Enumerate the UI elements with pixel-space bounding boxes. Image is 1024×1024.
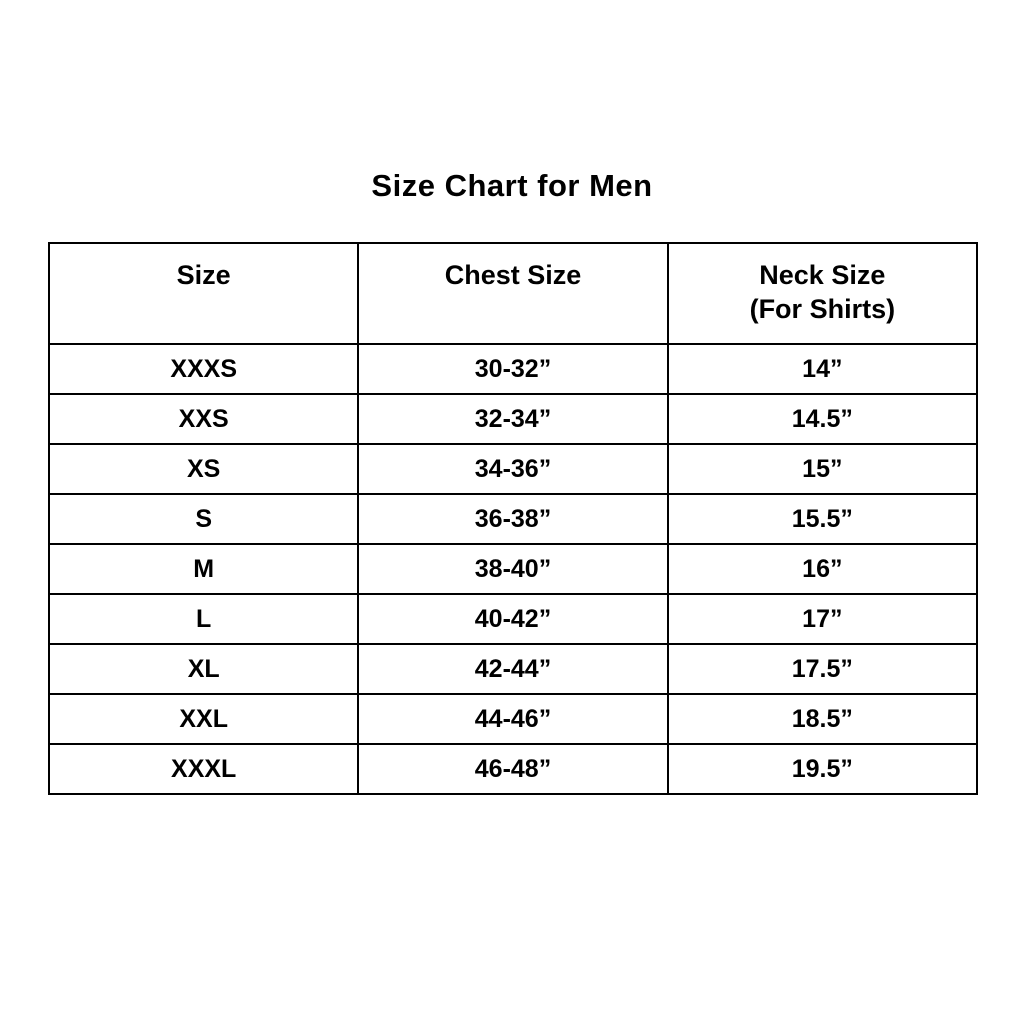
cell-size: XXL [49,694,358,744]
table-row [49,444,977,494]
cell-chest: 30-32” [358,344,667,394]
table-header [49,243,977,344]
header-row [49,243,977,344]
table-row [49,744,977,794]
cell-neck: 19.5” [668,744,977,794]
cell-size: XXXS [49,344,358,394]
cell-size: XXS [49,394,358,444]
cell-neck: 17” [668,594,977,644]
cell-neck: 14” [668,344,977,394]
cell-chest: 40-42” [358,594,667,644]
cell-chest: 46-48” [358,744,667,794]
cell-neck: 17.5” [668,644,977,694]
cell-size: XXXL [49,744,358,794]
cell-chest: 44-46” [358,694,667,744]
cell-neck: 18.5” [668,694,977,744]
cell-chest: 34-36” [358,444,667,494]
header-neck-label: Neck Size [759,260,886,290]
cell-size: M [49,544,358,594]
table-row [49,694,977,744]
cell-size: XS [49,444,358,494]
cell-chest: 42-44” [358,644,667,694]
table-row [49,394,977,444]
table-row [49,544,977,594]
header-neck [668,243,977,344]
cell-size: XL [49,644,358,694]
table-row [49,494,977,544]
size-chart-table [48,242,978,795]
header-chest-label: Chest Size [444,260,582,290]
table-body [49,344,977,794]
cell-chest: 38-40” [358,544,667,594]
table-row [49,594,977,644]
table-row [49,644,977,694]
page-title: Size Chart for Men [371,168,653,203]
cell-size: S [49,494,358,544]
cell-neck: 14.5” [668,394,977,444]
cell-chest: 32-34” [358,394,667,444]
cell-neck: 15” [668,444,977,494]
header-neck-sublabel: (For Shirts) [749,294,896,324]
table-row [49,344,977,394]
cell-neck: 15.5” [668,494,977,544]
cell-chest: 36-38” [358,494,667,544]
cell-size: L [49,594,358,644]
header-size-label: Size [176,260,231,290]
header-size [49,243,358,344]
cell-neck: 16” [668,544,977,594]
header-chest [358,243,667,344]
